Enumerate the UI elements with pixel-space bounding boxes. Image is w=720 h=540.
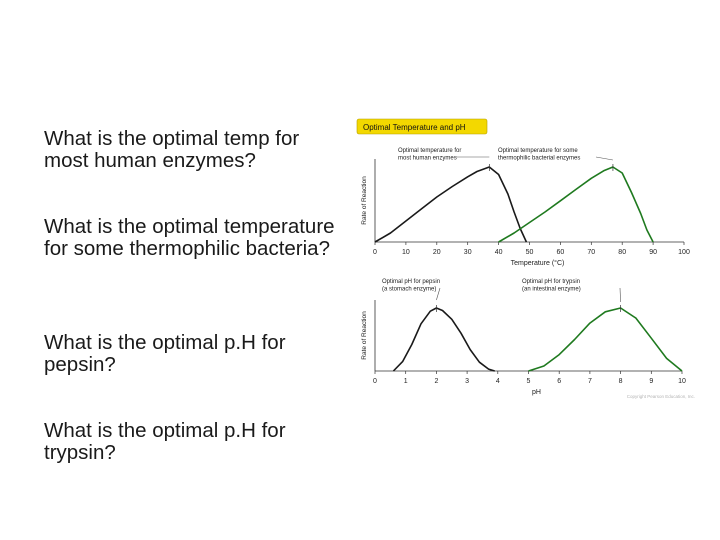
annotation-label: (an intestinal enzyme) bbox=[522, 286, 581, 293]
y-axis-label: Rate of Reaction bbox=[361, 311, 368, 360]
x-tick-label: 1 bbox=[403, 378, 408, 385]
x-tick-label: 60 bbox=[556, 249, 565, 256]
x-tick-label: 2 bbox=[434, 378, 439, 385]
x-tick-label: 0 bbox=[373, 249, 377, 256]
annotation-leader bbox=[596, 157, 613, 160]
x-tick-label: 9 bbox=[649, 378, 654, 385]
annotation-label: Optimal temperature for bbox=[398, 148, 462, 154]
x-tick-label: 8 bbox=[618, 378, 623, 385]
x-tick-label: 30 bbox=[463, 249, 472, 256]
x-tick-label: 40 bbox=[494, 249, 503, 256]
x-tick-label: 70 bbox=[587, 249, 596, 256]
temperature-chart bbox=[361, 148, 690, 267]
x-tick-label: 100 bbox=[678, 249, 690, 256]
x-tick-label: 80 bbox=[618, 249, 627, 256]
x-tick-label: 6 bbox=[557, 378, 562, 385]
annotation-label: Optimal pH for trypsin bbox=[522, 279, 581, 285]
question-trypsin-ph: What is the optimal p.H for trypsin? bbox=[44, 419, 286, 464]
x-tick-label: 50 bbox=[525, 249, 534, 256]
figure-title: Optimal Temperature and pH bbox=[363, 123, 466, 132]
series-curve bbox=[393, 308, 494, 371]
x-tick-label: 0 bbox=[373, 378, 377, 385]
x-tick-label: 10 bbox=[402, 249, 410, 256]
x-tick-label: 5 bbox=[526, 378, 531, 385]
x-tick-label: 4 bbox=[495, 378, 500, 385]
ph-chart bbox=[361, 279, 686, 396]
x-tick-label: 90 bbox=[649, 249, 657, 256]
annotation-label: most human enzymes bbox=[398, 155, 457, 162]
annotation-leader bbox=[436, 288, 440, 300]
enzyme-figure bbox=[355, 115, 700, 405]
annotation-label: thermophilic bacterial enzymes bbox=[498, 155, 581, 162]
series-curve bbox=[529, 308, 683, 371]
question-pepsin-ph: What is the optimal p.H for pepsin? bbox=[44, 331, 286, 376]
x-tick-label: 7 bbox=[587, 378, 592, 385]
annotation-label: (a stomach enzyme) bbox=[382, 286, 437, 293]
series-curve bbox=[375, 167, 526, 242]
x-tick-label: 10 bbox=[678, 378, 686, 385]
annotation-label: Optimal pH for pepsin bbox=[382, 279, 441, 285]
y-axis-label: Rate of Reaction bbox=[361, 176, 368, 225]
x-tick-label: 3 bbox=[465, 378, 470, 385]
x-tick-label: 20 bbox=[432, 249, 441, 256]
copyright-credit: Copyright Pearson Education, Inc. bbox=[626, 394, 695, 399]
annotation-label: Optimal temperature for some bbox=[498, 148, 578, 154]
question-thermophilic-temp: What is the optimal temperature for some thermophilic bacteria? bbox=[44, 215, 335, 260]
annotation-leader bbox=[620, 288, 621, 302]
question-human-temp: What is the optimal temp for most human enzymes? bbox=[44, 127, 300, 172]
x-axis-label: pH bbox=[532, 389, 541, 396]
x-axis-label: Temperature (°C) bbox=[510, 260, 565, 267]
